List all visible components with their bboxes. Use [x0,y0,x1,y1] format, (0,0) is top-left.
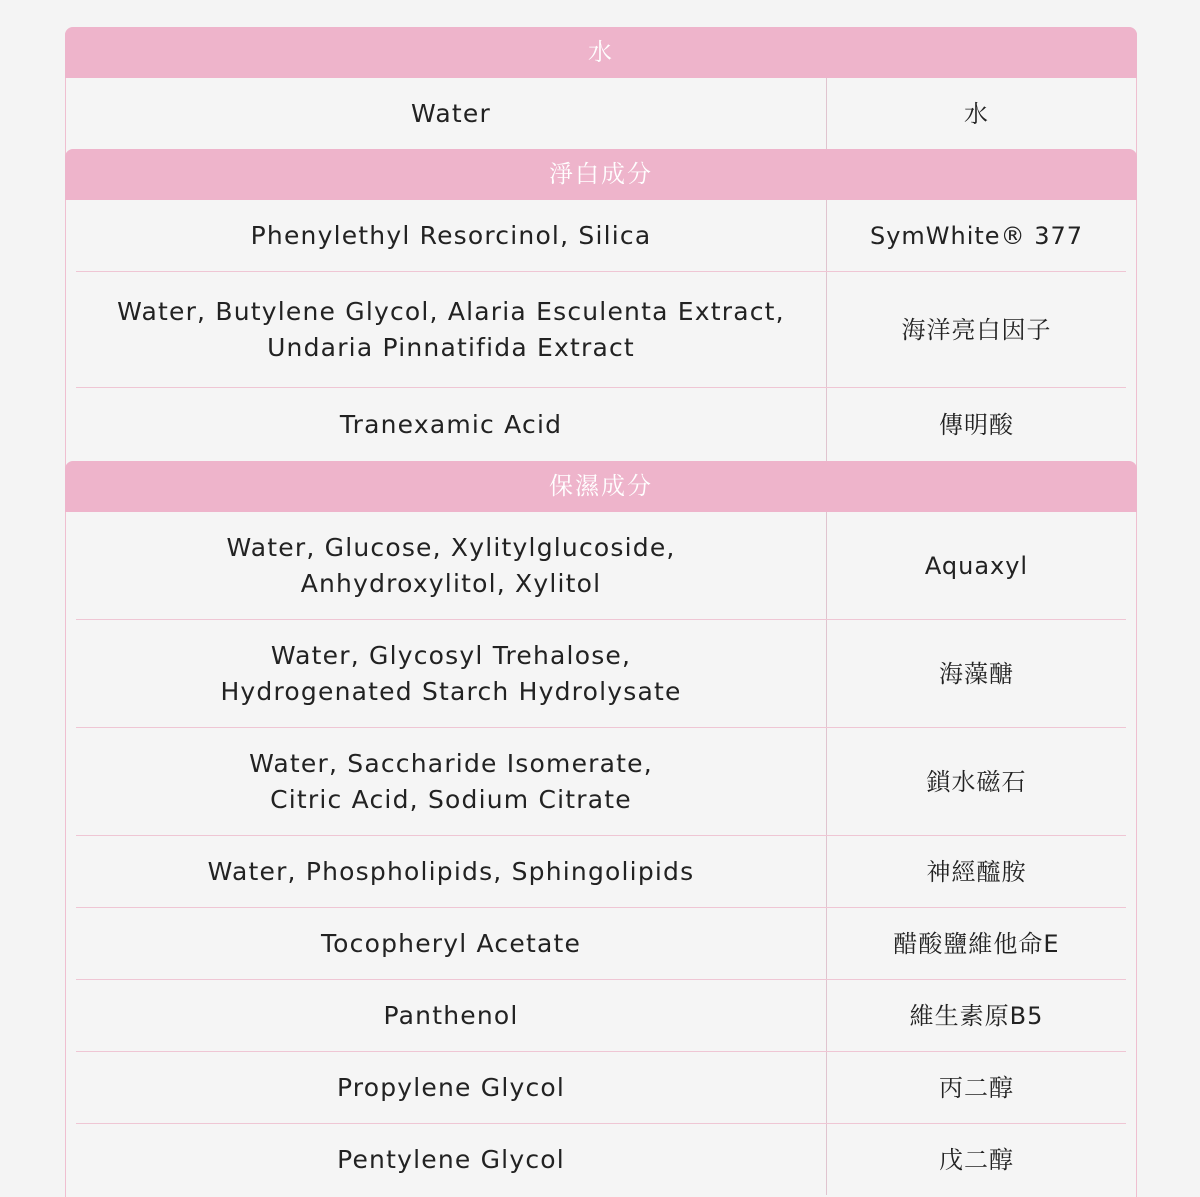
table-row [76,272,1126,388]
ingredient-chinese-name: 維生素原B5 [909,1001,1044,1030]
ingredient-inci-name: Water, Glucose, Xylitylglucoside, Anhydroxylitol, Xylitol [76,512,827,619]
table-row [76,836,1126,908]
ingredient-inci-name: Water, Saccharide Isomerate, Citric Acid, Sodium Citrate [76,728,827,835]
ingredient-chinese-name: 傳明酸 [939,410,1014,439]
table-row [76,200,1126,272]
ingredient-chinese-name: 醋酸鹽維他命E [893,929,1060,958]
ingredient-chinese-name: 鎖水磁石 [926,767,1027,796]
table-row [76,620,1126,728]
ingredient-chinese-name: 水 [964,99,989,128]
ingredient-inci-name: Propylene Glycol [76,1052,827,1123]
ingredient-inci-name: Tocopheryl Acetate [76,908,827,979]
ingredient-inci-name: Panthenol [76,980,827,1051]
ingredient-chinese-name: SymWhite® 377 [869,221,1084,250]
ingredient-chinese-name: 丙二醇 [939,1073,1014,1102]
table-row [76,1052,1126,1124]
section-header-moisturizing: 保濕成分 [65,461,1137,512]
section-header-water: 水 [65,27,1137,78]
ingredient-chinese-name: 戊二醇 [939,1145,1014,1174]
table-row [76,980,1126,1052]
ingredient-inci-name: Water, Glycosyl Trehalose, Hydrogenated Starch Hydrolysate [76,620,827,727]
ingredient-table [65,27,1137,1197]
table-row [76,1124,1126,1195]
table-row [76,388,1126,461]
section-header-whitening: 淨白成分 [65,149,1137,200]
table-row [76,728,1126,836]
ingredient-inci-name: Water, Phospholipids, Sphingolipids [76,836,827,907]
table-row [76,908,1126,980]
ingredient-chinese-name: 海藻醣 [939,659,1014,688]
ingredient-chinese-name: Aquaxyl [924,551,1029,580]
ingredient-chinese-name: 神經醯胺 [926,857,1027,886]
ingredient-chinese-name: 海洋亮白因子 [901,315,1052,344]
table-row [76,78,1126,149]
ingredient-inci-name: Water, Butylene Glycol, Alaria Esculenta Extract, Undaria Pinnatifida Extract [76,272,827,387]
ingredient-inci-name: Water [76,78,827,149]
ingredient-inci-name: Phenylethyl Resorcinol, Silica [76,200,827,271]
table-row [76,512,1126,620]
ingredient-inci-name: Tranexamic Acid [76,388,827,461]
ingredient-inci-name: Pentylene Glycol [76,1124,827,1195]
